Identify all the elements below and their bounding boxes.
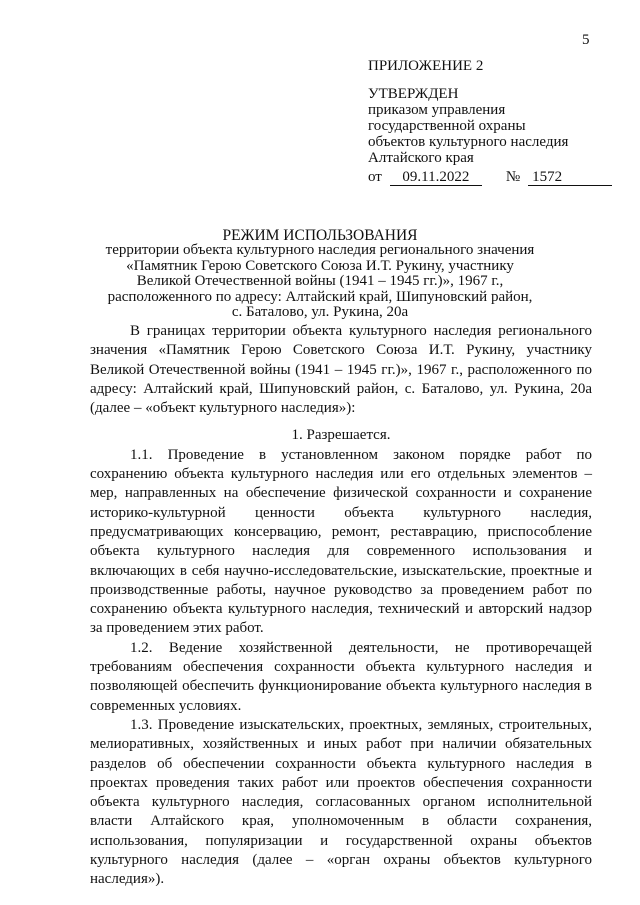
page-number: 5 xyxy=(582,32,590,48)
title-line: «Памятник Герою Советского Союза И.Т. Рукину, участнику xyxy=(126,257,514,274)
clause-1-1: 1.1. Проведение в установленном законом порядке работ по сохранению объекта культурного наследия или его отдельных элементов – мер, направленных на обеспечение физической сохранности и сохранение историко-культурной ценности объекта культурного наследия, предусматривающих консервацию, ремонт, реставрацию, приспособление объекта культурного наследия для современного использования и включающих в себя научно-исследовательские, изыскательские, проектные и производственные работы, научное руководство за проведением работ по сохранению объекта культурного наследия, технический и авторский надзор за проведением этих работ. xyxy=(90,446,592,637)
approval-line: Алтайского края xyxy=(368,150,474,166)
title-line: Великой Отечественной войны (1941 – 1945 гг.)», 1967 г., xyxy=(136,273,504,290)
document-body xyxy=(90,322,592,890)
order-date: 09.11.2022 xyxy=(390,170,482,186)
number-sign: № xyxy=(505,169,521,185)
order-number: 1572 xyxy=(528,170,612,186)
appendix-label: ПРИЛОЖЕНИЕ 2 xyxy=(368,58,484,74)
approval-block xyxy=(368,58,612,186)
intro-paragraph: В границах территории объекта культурного наследия регионального значения «Памятник Герою Советского Союза И.Т. Рукину, участнику Великой Отечественной войны (1941 – 1945 гг.)», 1967 г., расположенного по адресу: Алтайский край, Шипуновский район, с. Баталово, ул. Рукина, 20а (далее – «объект культурного наследия»): xyxy=(90,323,592,417)
section-heading: 1. Разрешается. xyxy=(291,427,391,444)
title-line: с. Баталово, ул. Рукина, 20а xyxy=(231,304,409,321)
approval-line: объектов культурного наследия xyxy=(368,134,569,150)
title-line: территории объекта культурного наследия регионального значения xyxy=(105,242,535,259)
document-title xyxy=(100,228,540,320)
date-prefix: от xyxy=(368,169,382,185)
clause-1-2: 1.2. Ведение хозяйственной деятельности, не противоречащей требованиям обеспечения сохранности объекта культурного наследия и позволяющей обеспечить функционирование объекта культурного наследия в современных условиях. xyxy=(90,639,592,714)
title-main: РЕЖИМ ИСПОЛЬЗОВАНИЯ xyxy=(222,227,418,244)
clause-1-3: 1.3. Проведение изыскательских, проектных, земляных, строительных, мелиоративных, хозяйственных и иных работ при наличии обязательных разделов об обеспечении сохранности объекта культурного наследия в проектах проведения таких работ или проектов обеспечения сохранности объекта культурного наследия, согласованных органом исполнительной власти Алтайского края, уполномоченным в области сохранения, использования, популяризации и государственной охраны объектов культурного наследия (далее – «орган охраны объектов культурного наследия»). xyxy=(90,716,592,888)
approval-line: государственной охраны xyxy=(368,118,526,134)
approval-line: приказом управления xyxy=(368,102,506,118)
title-line: расположенного по адресу: Алтайский край, Шипуновский район, xyxy=(107,288,533,305)
order-date-number xyxy=(368,169,612,186)
approved-label: УТВЕРЖДЕН xyxy=(368,86,459,102)
